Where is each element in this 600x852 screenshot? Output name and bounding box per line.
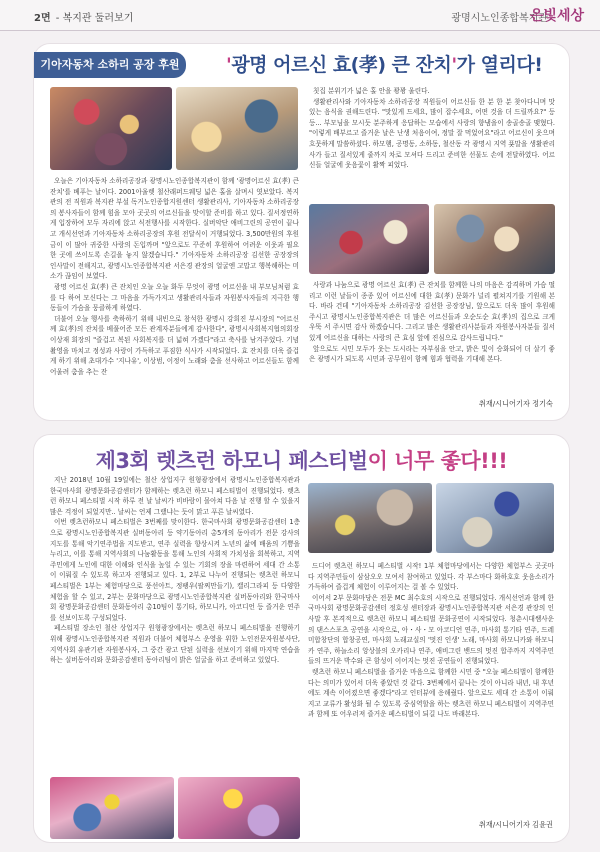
page-number: 2면 <box>34 13 51 24</box>
photo-festival-2 <box>436 483 554 553</box>
photo-event-3 <box>309 204 429 274</box>
newsletter-logo: 은빛세상 <box>529 8 584 24</box>
article-card-1 <box>34 44 569 420</box>
article-2-right-text: 드디어 렛츠런 하모니 페스티벌 시작! 1부 체험마당에서는 다양한 체험부스 곳곳마다 지역주민들이 삼삼오오 모여서 참여하고 있었다. 각 부스마다 화하호호 웃음소리가 가득하여 즐겁게 체험이 이루어지는 걸 볼 수 있었다. 이어서 2부 문화마당은 전문 MC 최수호의 시작으로 진행되었다. 개식선언과 함께 한국마사회 광명문화공감센터 정호성 센터장과 광명시노인종합복지관 서은경 관장의 인사말 후 본격적으로 렛츠런 하모니 페스티벌 문화공연이 시작되었다. 청춘시대쌤사운의 댄스스포츠 공연을 시작으로, 아・사・모 아코디언 연주, 마사회 통기타 연주, 드레미합창단의 합창공연, 마사회 노래교실의 '멋진 인생' 노래, 마사회 하모니카와 하모니카 연주, 하늘소리 앙상블의 오카리나 연주, 애비그린 밴드의 멋진 합주까지 지역주민들의 뜨거운 박수와 큰 함성이 이어지는 멋진 공연들이 진행되었다. 렛츠런 하모니 페스티벌을 즐거운 마음으로 함께한 시민 중 "오늘 페스티벌이 함께한다는 의미가 있어서 더욱 좋았던 것 같다. 3번째에서 끝나는 것이 아니라 내년, 내 후년에도 계속 이어졌으면 좋겠다"라고 인터뷰에 응해줬다. 앞으로도 세대 간 소통이 이뤄지고 교류가 활성화 될 수 있도록 중심역할을 하는 렛츠런 하모니 페스티벌이 지역주민과 함께 또 어우러져 즐거운 페스티벌이 되길 나도 바래본다. <box>308 562 554 719</box>
article-2-byline: 취재/시니어기자 김윤권 <box>478 820 553 829</box>
org-name: 광명시노인종합복지관 <box>451 13 548 24</box>
article-card-2 <box>34 435 569 842</box>
photo-event-2 <box>176 87 298 170</box>
article-1-right-text-bottom: 사랑과 나눔으로 광명 어르신 효(孝) 큰 잔치를 함께한 나의 마음은 감격하며 가슴 떨리고 이런 날들이 종종 있어 어르신에 대한 효(孝) 문화가 널리 펼쳐지기를 기원해 본다. 바라 건데 "기아자동차 소하리공장 김선한 공장장님, 앞으로도 더욱 많이 후원해 주시고 광명시노인종합복지관은 더 많은 어르신들과 오순도순 효(孝)의 집으로 크게 우뚝 서 주시면 감사 하겠습니다. 그리고 많은 생활관리사분들과 자원봉사자분들 질서있게 어르신을 대하는 사랑의 큰 효심 앞에 진심으로 감사드립니다." 앞으로도 시민 모두가 웃는 도시라는 자부심을 안고, 밝은 빛이 승화되어 더 살기 좋은 광명시가 되도록 시민과 공무원이 함께 힘과 협력을 기대해 본다. <box>309 281 555 364</box>
article-1-byline: 취재/시니어기자 정기숙 <box>478 399 553 408</box>
article-2-left-text: 지난 2018년 10월 19일에는 철산 상업지구 원형광장에서 광명시노인종합복지관과 한국마사회 광명문화공감센터가 함께하는 렛츠런 하모니 페스티벌이 진행되었다. 렛츠런 하모니 페스티벌 시작 하루 전 날 날씨가 비바람이 몰아쳐 다음 날 진행 할 수 있을지 많은 걱정이 되었지만.. 날씨는 언제 그랬냐는 듯이 맑고 푸른 날씨였다. 이번 렛츠런하모니 페스티벌은 3번째를 맞이한다. 한국마사회 광명문화공감센터 1층으로 광명시노인종합복지관 실버동아리 등 약기동아리 총5개의 동아리가 전문 강사의 지도를 통해 악기연주법을 지도받고, 연주 실력을 향상시켜 노년의 삶에 배움의 기쁨을 누리고, 이를 통해 지역사회의 나눔활동을 통해 노인의 사회적 가치성을 회복하고, 지역주민에게 노인에 대한 이해와 인식을 높일 수 있는 기회의 장을 마련하여 세대 간 소통이 이뤄질 수 있도록 하고자 진행되고 있다. 1, 2부로 나누어 진행되는 렛츠런 하모니 페스티벌은 1부는 체험마당으로 풍선아트, 정팽우(팔찌만들기), 캘리그라피 등 다양한 체험을 할 수 있고, 2부는 문화마당으로 광명시노인종합복지관 실버동아리와 한국마사회 광명문화공감센터 문화동아리 총10팀이 통기타, 하모니카, 아코디언 등 즐거운 연주를 선보이도록 구성되었다. 페스티벌 장소인 철산 상업지구 원형광장에서는 렛츠런 하모니 페스티벌을 진행하기 위해 광명시노인종합복지관 직원과 더불어 체험부스 운영을 위한 노인전문자원봉사단, 지역사회 유관기관 자원봉사자, 그 중간 광고 단된 실력을 선보이기 위해 마지막 연습을 하는 실버동아리와 문화공감센터 동아리팀이 밝은 얼굴을 하고 준비하고 있었다. <box>50 476 300 665</box>
photo-festival-4 <box>178 777 300 839</box>
page-header <box>0 0 600 31</box>
article-1-left-text: 오늘은 기아자동차 소하리공장과 광명시노인종합복지관이 함께 '광명어르신 효(孝) 큰 잔치'를 베푸는 날이다. 2001아울렛 철산래퍼드웨딩 넓은 홀을 살며시 엿보았다. 복지관의 전 직원과 복지관 부설 독거노인종합지원센터 생활관리사, 기아자동차 소하리공장의 봉사자들이 함께 힘을 모아 곳곳의 어르신들을 맞이할 준비를 하고 있다. 질서정연하게 입장하여 모두 자리에 앉고 식전행사를 시작한다. 실버악단 애비그린의 공연이 끝나고 개식선언과 기아자동차 소하리공장의 후원 전달식이 거행되었다. 3,500만원의 후원금이 이 많아 귀중한 사랑의 돈입까며 "앞으로도 꾸준히 후원하여 어려운 이웃과 필요한 곳에 쓰이도록 손길을 놓지 않겠습니다." 기아자동차 소하리공장 김선한 공장장의 인사말이 전해지고, 광명시노인종합복지관 서은경 관장의 얼굴엔 고맙고 행복해하는 미소가 끊임이 보였다. 광명 어르신 효(孝) 큰 잔치인 오늘 오늘 화두 무엇이 광명 어르신을 내 부모님처럼 효를 다 하여 모신다는 그 마음을 가득가지고 생활관리사들과 자원봉사자들의 지극한 행동들이 가슴을 뭉클하게 하였다. 더불어 오늘 행사를 축하하기 위해 내빈으로 참석한 광명시 강희진 부시장의 "어르신께 효(孝)의 잔치를 베풀어준 모든 관계자분들에게 감사한다", 광명시사회복지협의회장 이상재 회장의 "즐겁고 복된 사회복지를 더 넓혀 가겠다"라고 축사를 남겨주었다. 기념 촬영을 마치고 정성과 사랑이 가득하고 푸짐한 식사가 시작되었다. 효 잔치를 더욱 즐겁게 하기 위해 초대가수 '지나유', 이상범, 이정이 노래와 춤을 선사하고 어르신들도 함께 어울려 춤을 추는 잔 <box>50 177 299 376</box>
article-title-1: '광명 어르신 효(孝) 큰 잔치'가 열리다! <box>226 54 543 76</box>
photo-event-4 <box>434 204 555 274</box>
article-tag: 기아자동차 소하리 공장 후원 <box>34 52 186 78</box>
photo-event-1 <box>50 87 172 170</box>
photo-festival-1 <box>308 483 432 553</box>
photo-festival-3 <box>50 777 174 839</box>
article-1-right-text-top: 칫집 분위기가 넓은 홀 안을 꽝꽝 울린다. 생활관리사와 기아자동차 소하리공장 직원들이 어르신들 한 분 한 분 찾아다니며 맛있는 음식을 권해드린다. "맛있게 드세요, 많이 잡수세요, 어떤 것을 더 드릴까요?" 등등... 부모님을 모시듯 분주하게 응답하는 모습에서 사랑의 향냄을이 송골송골 맺혔다. "이렇게 배부르고 즐거운 날은 난생 처음이여, 정말 잘 먹었어요"라고 어르신이 웃으며 흐뭇하게 말씀하셨다. 하모햄, 공명동, 소하동, 철산동 각 광명시 지역 푯말을 생활관리사가 들고 질서있게 줄까지 차로 모셔다 드리고 준비한 선물도 손에 전달하였다. 어르신들 얼굴에 웃음꽃이 활짝 피었다. <box>309 87 555 170</box>
section-name: - 복지관 둘러보기 <box>52 13 134 24</box>
article-title-2: 제3회 렛츠런 하모니 페스티벌이 너무 좋다!!! <box>95 449 508 473</box>
